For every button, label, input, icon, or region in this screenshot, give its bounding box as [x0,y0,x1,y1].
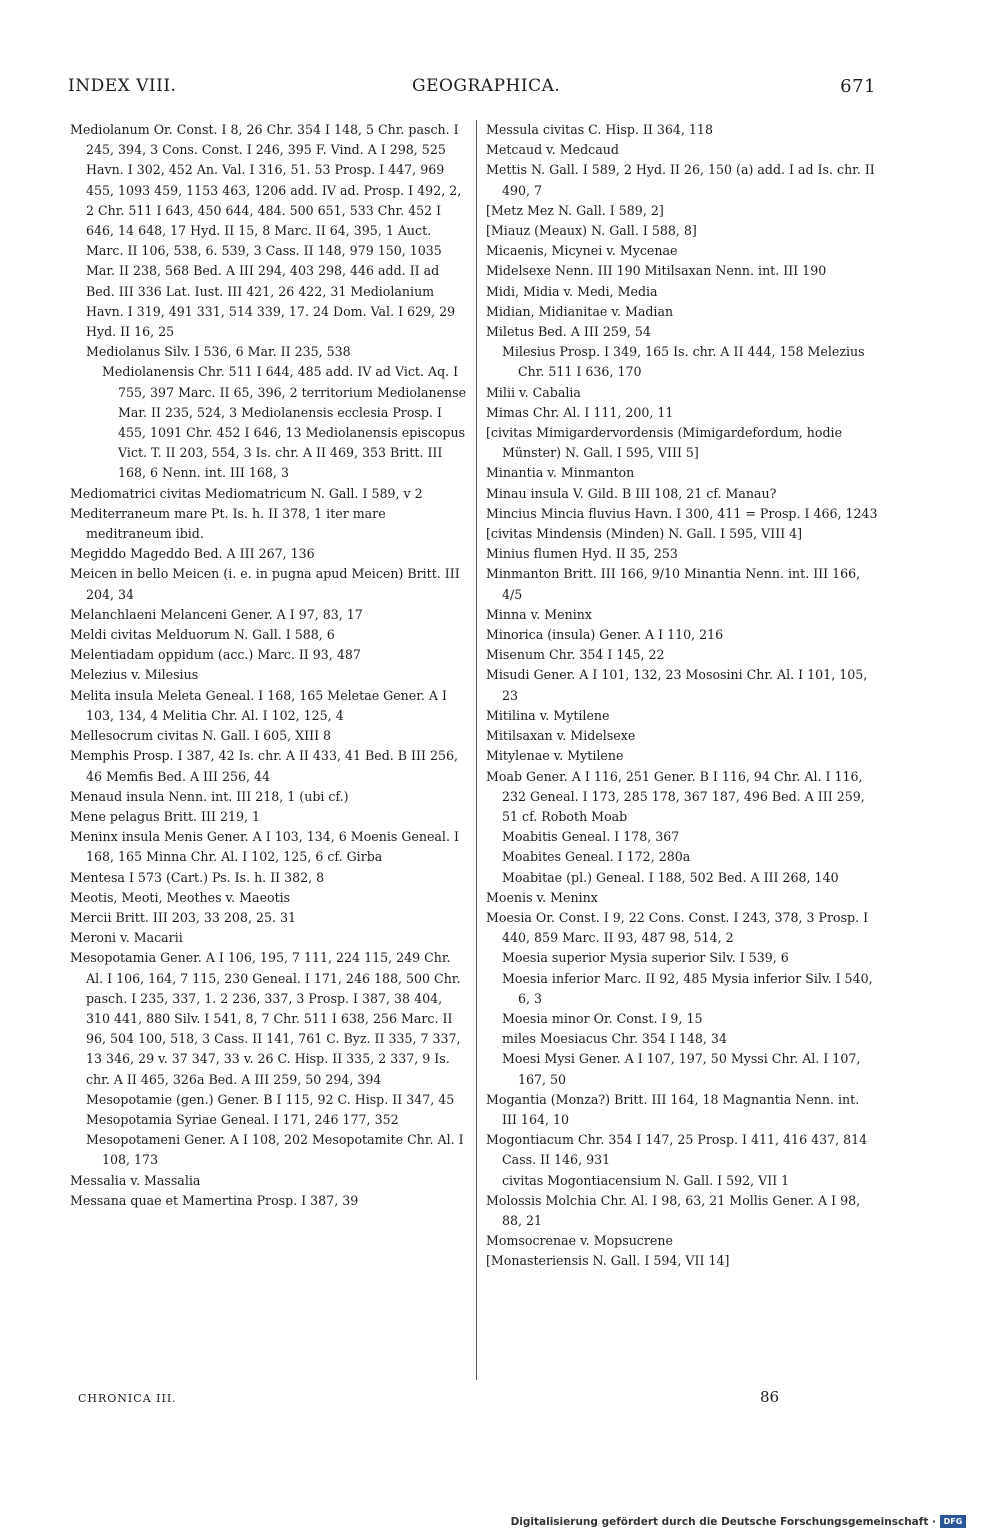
index-subentry: Mediolanensis Chr. 511 I 644, 485 add. IV ad Vict. Aq. I 755, 397 Marc. II 65, 396, 2 territorium Mediolanense Mar. II 235, 524, 3 Mediolanensis ecclesia Prosp. I 455, 1091 Chr. 452 I 646, 13 Mediolanensis episcopus Vict. T. II 203, 554, 3 Is. chr. A II 469, 353 Britt. III 168, 6 Nenn. int. III 168, 3 [102,364,467,481]
index-subentry: civitas Mogontiacensium N. Gall. I 592, VII 1 [502,1172,790,1188]
index-entry: Meroni v. Macarii [70,930,183,946]
index-entry: Misenum Chr. 354 I 145, 22 [486,647,665,663]
left-column [70,120,470,1211]
index-entry: Momsocrenae v. Mopsucrene [486,1233,673,1249]
index-entry: Miletus Bed. A III 259, 54 [486,324,651,340]
index-subentry: Moabitis Geneal. I 178, 367 [502,829,680,845]
index-entry: [Metz Mez N. Gall. I 589, 2] [486,202,664,218]
index-subentry: Mesopotameni Gener. A I 108, 202 Mesopotamite Chr. Al. I 108, 173 [86,1132,464,1168]
index-entry: Micaenis, Micynei v. Mycenae [486,243,678,259]
index-entry: Midelsexe Nenn. III 190 Mitilsaxan Nenn. int. III 190 [486,263,827,279]
index-entry: Mediolanum Or. Const. I 8, 26 Chr. 354 I 148, 5 Chr. pasch. I 245, 394, 3 Cons. Const. I 246, 395 F. Vind. A I 298, 525 Havn. I 302, 452 An. Val. I 316, 51. 53 Prosp. I 447, 969 455, 1093 459, 1153 463, 1206 add. IV ad. Prosp. I 492, 2, 2 Chr. 511 I 643, 450 644, 484. 500 651, 533 Chr. 452 I 646, 14 648, 17 Hyd. II 15, 8 Marc. II 64, 395, 1 Auct. Marc. II 106, 538, 6. 539, 3 Cass. II 148, 979 150, 1035 Mar. II 238, 568 Bed. A III 294, 403 298, 446 add. II ad Bed. III 336 Lat. Iust. III 421, 26 422, 31 Mediolanium Havn. I 319, 491 331, 514 339, 17. 24 Dom. Val. I 629, 29 Hyd. II 16, 25 [70,122,462,340]
index-entry: Mediterraneum mare Pt. Is. h. II 378, 1 iter mare meditraneum ibid. [70,505,386,542]
index-entry: Minna v. Meninx [486,606,592,622]
index-entry: Meicen in bello Meicen (i. e. in pugna apud Meicen) Britt. III 204, 34 [70,566,460,602]
running-header [68,76,876,102]
right-column [486,120,878,1272]
index-entry: Meninx insula Menis Gener. A I 103, 134, 6 Moenis Geneal. I 168, 165 Minna Chr. Al. I 102, 125, 6 cf. Girba [70,829,459,865]
index-entry: Minius flumen Hyd. II 35, 253 [486,546,678,562]
index-entry: Mimas Chr. Al. I 111, 200, 11 [486,404,674,420]
index-entry: Messalia v. Massalia [70,1172,201,1188]
index-entry: Moesia Or. Const. I 9, 22 Cons. Const. I 243, 378, 3 Prosp. I 440, 859 Marc. II 93, 487 98, 514, 2 [486,909,869,946]
index-entry: Misudi Gener. A I 101, 132, 23 Mososini Chr. Al. I 101, 105, 23 [486,667,868,703]
credit-text: Digitalisierung gefördert durch die Deutsche Forschungsgemeinschaft · [510,1515,936,1528]
index-entry: Minau insula V. Gild. B III 108, 21 cf. Manau? [486,485,777,501]
index-entry: [civitas Mimigardervordensis (Mimigardefordum, hodie Münster) N. Gall. I 595, VIII 5] [486,425,843,461]
index-entry: Midian, Midianitae v. Madian [486,303,674,319]
index-entry: Mediomatrici civitas Mediomatricum N. Gall. I 589, v 2 [70,485,423,501]
index-entry: Menaud insula Nenn. int. III 218, 1 (ubi cf.) [70,788,349,804]
header-section-title: GEOGRAPHICA. [412,76,561,96]
index-entry: Minorica (insula) Gener. A I 110, 216 [486,627,724,643]
index-subentry: Moabites Geneal. I 172, 280a [502,849,691,865]
index-entry: Mitilsaxan v. Midelsexe [486,728,636,744]
index-entry: Mitilina v. Mytilene [486,707,610,723]
index-subentry: Milesius Prosp. I 349, 165 Is. chr. A II 444, 158 Melezius Chr. 511 I 636, 170 [502,344,865,380]
index-entry: Mercii Britt. III 203, 33 208, 25. 31 [70,909,297,925]
index-entry: Milii v. Cabalia [486,384,581,400]
index-entry: Mene pelagus Britt. III 219, 1 [70,808,261,824]
index-entry: Metcaud v. Medcaud [486,142,619,158]
index-entry: Moenis v. Meninx [486,889,598,905]
index-entry: Melentiadam oppidum (acc.) Marc. II 93, 487 [70,647,361,663]
index-subentry: Moesi Mysi Gener. A I 107, 197, 50 Myssi Chr. Al. I 107, 167, 50 [502,1051,861,1087]
index-entry: Messula civitas C. Hisp. II 364, 118 [486,122,713,137]
dfg-logo-icon: DFG [940,1515,966,1528]
index-entry: Mellesocrum civitas N. Gall. I 605, XIII 8 [70,728,332,744]
index-entry: Mesopotamia Gener. A I 106, 195, 7 111, 224 115, 249 Chr. Al. I 106, 164, 7 115, 230 Geneal. I 171, 246 188, 500 Chr. pasch. I 235, 337, 1. 2 236, 337, 3 Prosp. I 387, 38 404, 310 441, 880 Silv. I 541, 8, 7 Chr. 511 I 638, 256 Marc. II 96, 504 100, 518, 3 Cass. II 141, 761 C. Byz. II 335, 7 337, 13 346, 29 v. 37 347, 33 v. 26 C. Hisp. II 335, 2 337, 9 Is. chr. A II 465, 326a Bed. A III 259, 50 294, 394 Mesopotamie (gen.) Gener. B I 115, 92 C. Hisp. II 347, 45 Mesopotamia Syriae Geneal. I 171, 246 177, 352 [70,950,461,1127]
index-subentry: Moesia inferior Marc. II 92, 485 Mysia inferior Silv. I 540, 6, 3 [502,970,873,1006]
index-entry: Melanchlaeni Melanceni Gener. A I 97, 83, 17 [70,606,363,622]
index-entry: Meotis, Meoti, Meothes v. Maeotis [70,889,291,905]
index-entry: Molossis Molchia Chr. Al. I 98, 63, 21 Mollis Gener. A I 98, 88, 21 [486,1192,861,1228]
header-page-number: 671 [840,76,876,97]
index-entry: [Monasteriensis N. Gall. I 594, VII 14] [486,1253,730,1269]
index-entry: Mogantia (Monza?) Britt. III 164, 18 Magnantia Nenn. int. III 164, 10 [486,1091,860,1127]
index-entry: [civitas Mindensis (Minden) N. Gall. I 595, VIII 4] [486,526,803,542]
index-entry: Moab Gener. A I 116, 251 Gener. B I 116, 94 Chr. Al. I 116, 232 Geneal. I 173, 285 178, 367 187, 496 Bed. A III 259, 51 cf. Roboth Moab [486,768,865,824]
index-entry: Midi, Midia v. Medi, Media [486,283,658,299]
column-divider [476,120,477,1380]
header-index-label: INDEX VIII. [68,76,177,96]
index-entry: Mogontiacum Chr. 354 I 147, 25 Prosp. I 411, 416 437, 814 Cass. II 146, 931 [486,1132,868,1168]
digitization-credit [511,1515,966,1528]
index-subentry: Moesia minor Or. Const. I 9, 15 [502,1010,703,1026]
index-subentry: miles Moesiacus Chr. 354 I 148, 34 [502,1031,727,1047]
index-entry: Mitylenae v. Mytilene [486,748,624,764]
index-entry: Mentesa I 573 (Cart.) Ps. Is. h. II 382, 8 [70,869,325,885]
index-entry: Meldi civitas Melduorum N. Gall. I 588, 6 [70,627,335,643]
index-subentry: Moabitae (pl.) Geneal. I 188, 502 Bed. A III 268, 140 [502,869,839,885]
index-entry: Melita insula Meleta Geneal. I 168, 165 Meletae Gener. A I 103, 134, 4 Melitia Chr. Al. I 102, 125, 4 [70,687,447,723]
index-entry: Mincius Mincia fluvius Havn. I 300, 411 = Prosp. I 466, 1243 [486,505,878,521]
index-entry: Messana quae et Mamertina Prosp. I 387, 39 [70,1192,359,1208]
footer-sheet-number: 86 [760,1388,780,1406]
index-subentry: Mediolanus Silv. I 536, 6 Mar. II 235, 538 [86,344,351,360]
index-entry: Megiddo Mageddo Bed. A III 267, 136 [70,546,315,562]
index-entry: [Miauz (Meaux) N. Gall. I 588, 8] [486,223,697,239]
index-entry: Memphis Prosp. I 387, 42 Is. chr. A II 433, 41 Bed. B III 256, 46 Memfis Bed. A III 256, 44 [70,748,458,784]
footer-volume-label: CHRONICA III. [78,1392,177,1405]
index-entry: Minmanton Britt. III 166, 9/10 Minantia Nenn. int. III 166, 4/5 [486,566,861,602]
index-entry: Minantia v. Minmanton [486,465,635,481]
index-subentry: Moesia superior Mysia superior Silv. I 539, 6 [502,950,789,966]
index-entry: Mettis N. Gall. I 589, 2 Hyd. II 26, 150 (a) add. I ad Is. chr. II 490, 7 [486,162,875,198]
index-entry: Melezius v. Milesius [70,667,199,683]
